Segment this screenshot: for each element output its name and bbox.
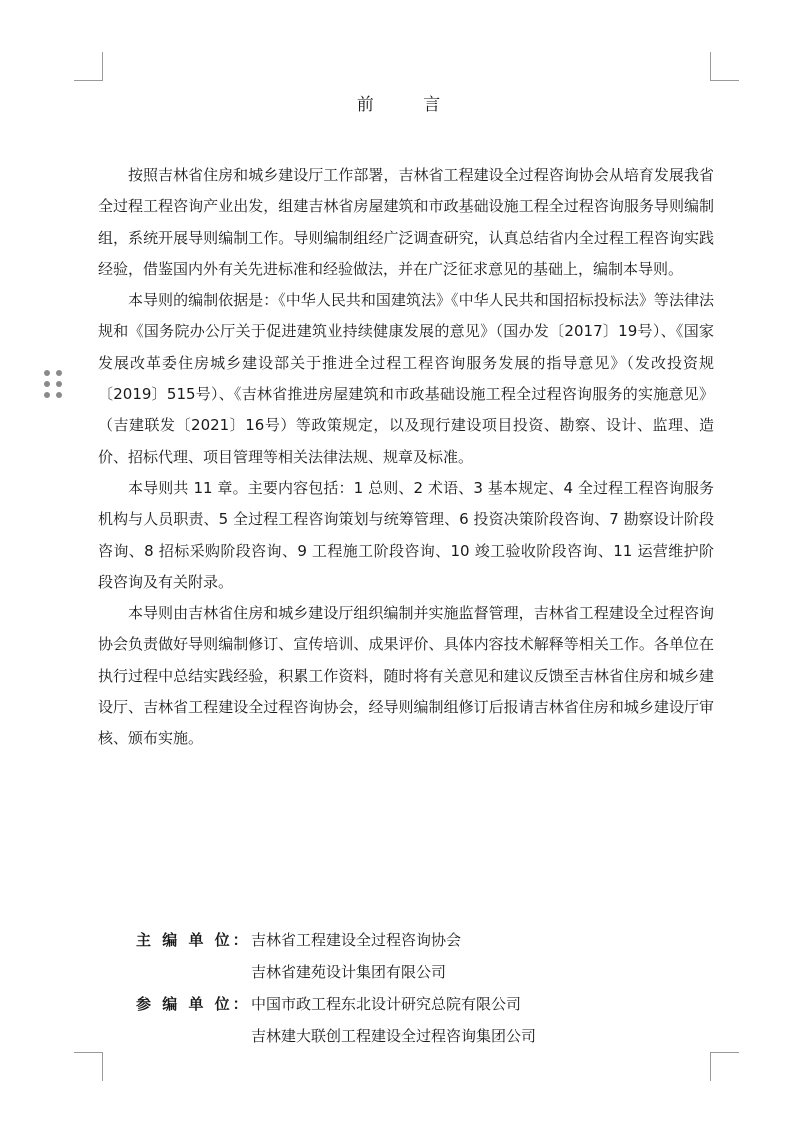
participating-unit[interactable]: 吉林建大联创工程建设全过程咨询集团公司 (251, 1027, 537, 1045)
participating-label: 参 编 单 位： (136, 995, 251, 1013)
participating-unit[interactable]: 中国市政工程东北设计研究总院有限公司 (251, 995, 522, 1013)
page-title: 前 言 (356, 95, 463, 115)
chief-editor-units (136, 924, 696, 988)
participating-units (136, 988, 696, 1052)
page-corner-top-left (74, 52, 103, 81)
paragraph-3[interactable]: 本导则共 11 章。主要内容包括：1 总则、2 术语、3 基本规定、4 全过程工程咨询服务机构与人员职责、5 全过程工程咨询策划与统筹管理、6 投资决策阶段咨询、7 勘察设计阶段咨询、8 招标采购阶段咨询、9 工程施工阶段咨询、10 竣工验收阶段咨询、11 运营维护阶段咨询及有关附录。 (98, 478, 714, 591)
chief-editor-unit[interactable]: 吉林省工程建设全过程咨询协会 (251, 931, 462, 949)
page-corner-bottom-right (710, 1052, 739, 1081)
page-corner-top-right (710, 52, 739, 81)
editing-units (136, 924, 696, 1052)
page-corner-bottom-left (74, 1052, 103, 1081)
paragraph-4[interactable]: 本导则由吉林省住房和城乡建设厅组织编制并实施监督管理，吉林省工程建设全过程咨询协会负责做好导则编制修订、宣传培训、成果评价、具体内容技术解释等相关工作。各单位在执行过程中总结实践经验，积累工作资料，随时将有关意见和建议反馈至吉林省住房和城乡建设厅、吉林省工程建设全过程咨询协会，经导则编制组修订后报请吉林省住房和城乡建设厅审核、颁布实施。 (98, 604, 714, 748)
paragraph-2[interactable]: 本导则的编制依据是：《中华人民共和国建筑法》《中华人民共和国招标投标法》等法律法规和《国务院办公厅关于促进建筑业持续健康发展的意见》（国办发〔2017〕19号）、《国家发展改革委住房城乡建设部关于推进全过程工程咨询服务发展的指导意见》（发改投资规〔2019〕515号）、《吉林省推进房屋建筑和市政基础设施工程全过程咨询服务的实施意见》（吉建联发〔2021〕16号）等政策规定，以及现行建设项目投资、勘察、设计、监理、造价、招标代理、项目管理等相关法律法规、规章及标准。 (98, 291, 714, 466)
chief-editor-label: 主 编 单 位： (136, 931, 251, 949)
drag-handle-icon[interactable] (44, 370, 62, 400)
document-body[interactable] (98, 160, 714, 755)
chief-editor-unit[interactable]: 吉林省建苑设计集团有限公司 (251, 963, 447, 981)
paragraph-1[interactable]: 按照吉林省住房和城乡建设厅工作部署，吉林省工程建设全过程咨询协会从培育发展我省全过程工程咨询产业出发，组建吉林省房屋建筑和市政基础设施工程全过程咨询服务导则编制组，系统开展导则编制工作。导则编制组经广泛调查研究，认真总结省内全过程工程咨询实践经验，借鉴国内外有关先进标准和经验做法，并在广泛征求意见的基础上，编制本导则。 (98, 166, 714, 278)
